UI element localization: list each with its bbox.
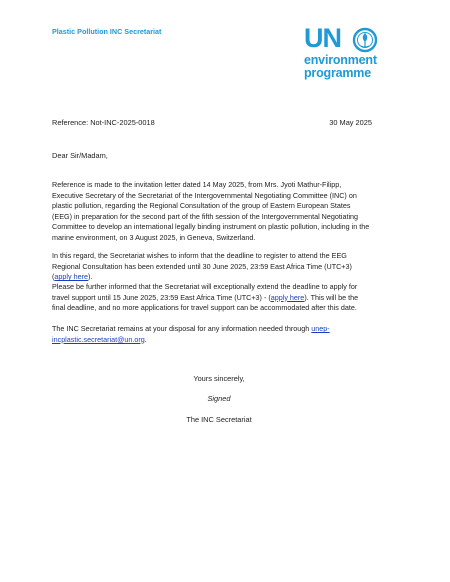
signed-note: Signed [207,394,231,403]
paragraph-2-end: ). [87,272,93,282]
logo-un-text: UN [304,23,341,53]
secretariat-email-link[interactable]: unep-incplastic.secretariat@un.org [52,324,330,344]
logo-line-programme: programme [304,66,371,80]
paragraph-4-end: . [144,334,147,344]
reference-row [52,118,372,127]
apply-here-registration-link[interactable]: apply here [54,272,88,282]
paragraph-4-text: The INC Secretariat remains at your disposal for any information needed through [52,324,312,333]
signatory: The INC Secretariat [186,415,252,424]
paragraph-3-text: Please be further informed that the Secretariat will exceptionally extend the deadline to apply for travel support until 15 June 2025, 23:59 East Africa Time (UTC+3) - ( [52,282,358,302]
letter-date: 30 May 2025 [329,118,372,127]
paragraph-3-end: ). This will be the final deadline, and no more applications for travel support can be accommodated after this date. [52,292,359,313]
apply-here-travel-link[interactable]: apply here [270,292,305,302]
paragraph-1: Reference is made to the invitation letter dated 14 May 2025, from Mrs. Jyoti Mathur-Filipp, Executive Secretary of the Secretariat of the Intergovernmental Negotiating Committee (INC) on plastic pollution, regarding the Regional Consultation of the group of Eastern European States (EEG) in preparation for the second part of the fifth session of the Intergovernmental Negotiating Committee to develop an international legally binding instrument on plastic pollution, including in the marine environment, on 3 August 2025, in Geneva, Switzerland. [52,180,370,242]
unep-logo [300,23,400,86]
reference-number: Reference: Not-INC-2025-0018 [52,118,155,127]
paragraph-2-text: In this regard, the Secretariat wishes to inform that the deadline to register to attend the EEG Regional Consultation has been extended until 30 June 2025, 23:59 East Africa Time (UTC+3) ( [52,251,352,282]
un-emblem-icon [352,27,378,53]
paragraph-2 [52,251,372,283]
org-name: Plastic Pollution INC Secretariat [52,27,162,36]
valediction: Yours sincerely, [193,374,245,383]
salutation: Dear Sir/Madam, [52,151,108,160]
paragraph-4 [52,324,372,345]
logo-line-environment: environment [304,53,377,67]
paragraph-3 [52,282,372,314]
